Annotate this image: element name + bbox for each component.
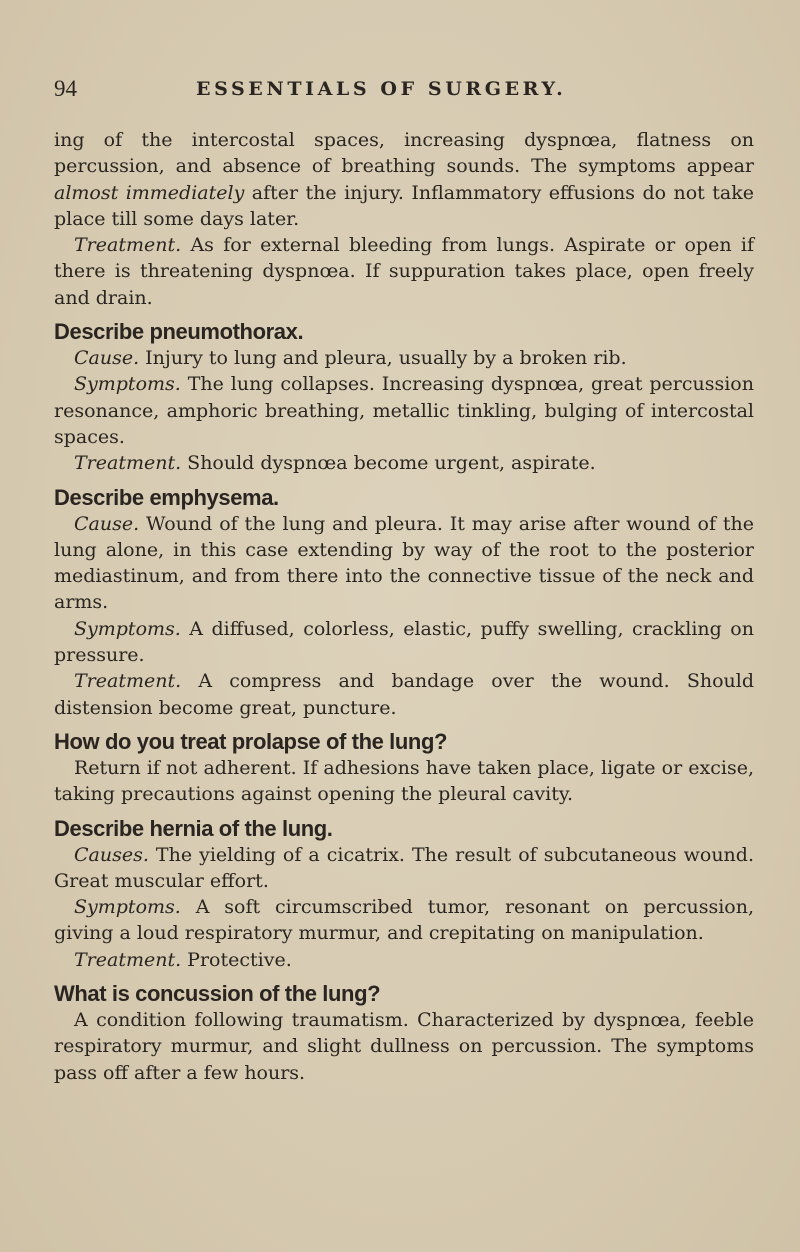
running-title: ESSENTIALS OF SURGERY. bbox=[196, 78, 567, 100]
pneumothorax-cause-label: Cause. bbox=[74, 347, 140, 370]
page-body bbox=[54, 127, 754, 1086]
page-number: 94 bbox=[54, 76, 77, 101]
intro-treatment-text: As for external bleeding from lungs. Aspirate or open if there is threatening dyspnœa. If suppuration takes place, open freely and drain. bbox=[54, 234, 754, 309]
pneumothorax-symptoms-label: Symptoms. bbox=[74, 373, 181, 396]
heading-pneumothorax: Describe pneumothorax. bbox=[54, 319, 304, 345]
intro-emphasis: almost immediately bbox=[54, 181, 245, 204]
hernia-causes-label: Causes. bbox=[74, 843, 149, 866]
hernia-symptoms-text: A soft circumscribed tumor, resonant on percussion, giving a loud respiratory murmur, and crepitating on manipulation. bbox=[54, 896, 754, 945]
heading-emphysema: Describe emphysema. bbox=[54, 484, 279, 510]
heading-prolapse: How do you treat prolapse of the lung? bbox=[54, 728, 448, 754]
heading-hernia: Describe hernia of the lung. bbox=[54, 815, 333, 841]
emphysema-cause-label: Cause. bbox=[74, 512, 140, 535]
hernia-symptoms bbox=[54, 894, 754, 947]
section-pneumothorax bbox=[54, 319, 754, 476]
emphysema-treatment bbox=[54, 668, 754, 721]
intro-text-a: ing of the intercostal spaces, increasing dyspnœa, flatness on percussion, and absence of breathing sounds. The symptoms appear bbox=[54, 129, 754, 178]
intro-paragraph bbox=[54, 127, 754, 232]
emphysema-symptoms-text: A diffused, colorless, elastic, puffy swelling, crackling on pressure. bbox=[54, 617, 754, 667]
section-emphysema bbox=[54, 485, 754, 721]
pneumothorax-treatment-text: Should dyspnœa become urgent, aspirate. bbox=[181, 452, 596, 475]
pneumothorax-symptoms-text: The lung collapses. Increasing dyspnœa, great percussion resonance, amphoric breathing, metallic tinkling, bulging of intercostal spaces. bbox=[54, 373, 754, 448]
intro-text-b: after the injury. Inflammatory effusions do not take place till some days later. bbox=[54, 181, 754, 230]
emphysema-symptoms bbox=[54, 616, 754, 669]
intro-treatment-label: Treatment. bbox=[74, 234, 182, 257]
heading-concussion: What is concussion of the lung? bbox=[54, 981, 381, 1007]
concussion-text: A condition following traumatism. Characterized by dyspnœa, feeble respiratory murmur, and slight dullness on percussion. The symptoms pass off after a few hours. bbox=[54, 1009, 754, 1084]
hernia-treatment-text: Protective. bbox=[181, 948, 292, 971]
emphysema-treatment-text: A compress and bandage over the wound. Should distension become great, puncture. bbox=[54, 670, 754, 719]
running-head bbox=[54, 76, 754, 106]
emphysema-cause-text: Wound of the lung and pleura. It may arise after wound of the lung alone, in this case extending by way of the root to the posterior mediastinum, and from there into the connective tissue of the neck and arms. bbox=[54, 512, 754, 614]
pneumothorax-treatment bbox=[54, 450, 754, 476]
prolapse-text: Return if not adherent. If adhesions have taken place, ligate or excise, taking precautions against opening the pleural cavity. bbox=[54, 756, 754, 806]
emphysema-symptoms-label: Symptoms. bbox=[74, 617, 181, 640]
section-prolapse bbox=[54, 729, 754, 808]
hernia-treatment-label: Treatment. bbox=[74, 948, 182, 971]
hernia-causes bbox=[54, 842, 754, 895]
intro-treatment bbox=[54, 232, 754, 311]
hernia-symptoms-label: Symptoms. bbox=[74, 896, 181, 919]
hernia-causes-text: The yielding of a cicatrix. The result of subcutaneous wound. Great muscular effort. bbox=[54, 843, 754, 892]
section-concussion bbox=[54, 981, 754, 1086]
pneumothorax-treatment-label: Treatment. bbox=[74, 452, 182, 475]
emphysema-treatment-label: Treatment. bbox=[74, 670, 182, 693]
pneumothorax-cause bbox=[54, 345, 754, 371]
emphysema-cause bbox=[54, 511, 754, 616]
pneumothorax-symptoms bbox=[54, 371, 754, 450]
pneumothorax-cause-text: Injury to lung and pleura, usually by a broken rib. bbox=[139, 347, 627, 370]
hernia-treatment bbox=[54, 947, 754, 973]
section-hernia bbox=[54, 816, 754, 973]
